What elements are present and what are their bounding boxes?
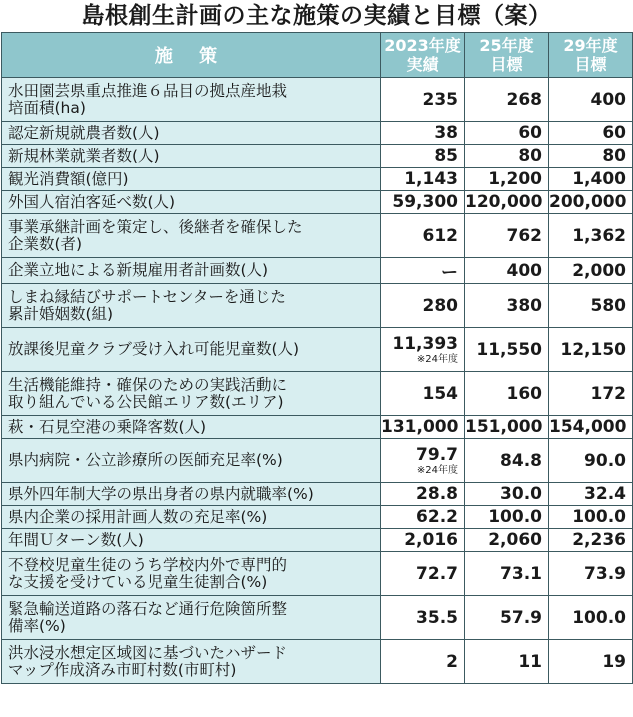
table-row [2, 328, 633, 372]
value-2023-actual-cell [381, 372, 465, 416]
policy-name: しまね縁結びサポートセンターを通じた 累計婚姻数(組) [2, 284, 381, 328]
table-row [2, 483, 633, 506]
value-29-target-cell [549, 416, 633, 439]
value-29-target: 60 [602, 123, 626, 143]
header-policy: 施 策 [2, 33, 381, 78]
value-25-target-cell [465, 145, 549, 168]
value-29-target-cell [549, 328, 633, 372]
value-25-target: 380 [506, 295, 542, 316]
table-row [2, 145, 633, 168]
value-2023-actual: 59,300 [392, 192, 458, 212]
value-29-target-cell [549, 596, 633, 640]
value-29-target: 400 [590, 89, 626, 110]
value-29-target-cell [549, 214, 633, 258]
value-29-target-cell [549, 122, 633, 145]
value-29-target: 19 [602, 651, 626, 672]
value-2023-actual-cell [381, 483, 465, 506]
value-2023-actual: 235 [422, 89, 458, 110]
policy-name: 外国人宿泊客延べ数(人) [2, 191, 381, 214]
policy-name: 不登校児童生徒のうち学校内外で専門的 な支援を受けている児童生徒割合(%) [2, 552, 381, 596]
value-2023-actual: 2 [446, 651, 458, 672]
value-29-target: 2,000 [572, 260, 626, 281]
value-2023-actual: 79.7 [416, 445, 458, 465]
value-25-target: 60 [518, 123, 542, 143]
value-29-target: 2,236 [572, 530, 626, 550]
value-2023-actual-cell [381, 596, 465, 640]
value-2023-actual: 72.7 [416, 563, 458, 584]
value-29-target: 580 [590, 295, 626, 316]
value-25-target: 100.0 [488, 507, 542, 527]
value-2023-actual: 131,000 [381, 417, 459, 437]
value-2023-actual: 2,016 [404, 530, 458, 550]
value-2023-actual: 154 [422, 383, 458, 404]
value-25-target: 84.8 [500, 450, 542, 471]
policy-name: 緊急輸送道路の落石など通行危険箇所整 備率(%) [2, 596, 381, 640]
value-29-target-cell [549, 640, 633, 684]
table-row [2, 529, 633, 552]
policy-name: 認定新規就農者数(人) [2, 122, 381, 145]
value-2023-actual-cell [381, 328, 465, 372]
table-header [2, 33, 633, 78]
value-25-target: 151,000 [465, 417, 543, 437]
value-25-target-cell [465, 122, 549, 145]
table-row [2, 506, 633, 529]
table-row [2, 258, 633, 284]
value-2023-actual-cell [381, 168, 465, 191]
value-29-target: 1,362 [572, 225, 626, 246]
table-row [2, 439, 633, 483]
value-2023-actual-cell [381, 506, 465, 529]
table-row [2, 214, 633, 258]
value-25-target-cell [465, 191, 549, 214]
value-29-target: 172 [590, 383, 626, 404]
value-25-target: 268 [506, 89, 542, 110]
value-25-target-cell [465, 416, 549, 439]
policy-name: 企業立地による新規雇用者計画数(人) [2, 258, 381, 284]
value-29-target: 32.4 [584, 484, 626, 504]
value-25-target: 1,200 [488, 169, 542, 189]
value-2023-actual: 62.2 [416, 507, 458, 527]
value-29-target-cell [549, 439, 633, 483]
value-29-target-cell [549, 191, 633, 214]
table-row [2, 284, 633, 328]
policy-name: 県外四年制大学の県出身者の県内就職率(%) [2, 483, 381, 506]
value-25-target-cell [465, 529, 549, 552]
policy-name: 年間Ｕターン数(人) [2, 529, 381, 552]
value-2023-actual-cell [381, 529, 465, 552]
value-2023-actual: 612 [422, 225, 458, 246]
value-2023-actual-cell [381, 214, 465, 258]
value-25-target-cell [465, 258, 549, 284]
table-row [2, 416, 633, 439]
value-25-target-cell [465, 168, 549, 191]
value-29-target-cell [549, 506, 633, 529]
value-25-target-cell [465, 372, 549, 416]
value-2023-actual-cell [381, 78, 465, 122]
value-29-target: 200,000 [549, 192, 627, 212]
value-2023-actual: 35.5 [416, 607, 458, 628]
value-2023-actual-cell [381, 416, 465, 439]
value-2023-actual-cell [381, 439, 465, 483]
table-row [2, 78, 633, 122]
document-title: 島根創生計画の主な施策の実績と目標（案） [81, 3, 552, 29]
table-row [2, 122, 633, 145]
header-25-target: 25年度 目標 [465, 33, 549, 78]
value-25-target: 762 [506, 225, 542, 246]
value-29-target-cell [549, 258, 633, 284]
policy-name: 事業承継計画を策定し、後継者を確保した 企業数(者) [2, 214, 381, 258]
value-2023-actual-cell [381, 122, 465, 145]
table-row [2, 552, 633, 596]
value-29-target: 100.0 [572, 607, 626, 628]
value-2023-actual: 280 [422, 295, 458, 316]
value-25-target-cell [465, 640, 549, 684]
value-25-target: 2,060 [488, 530, 542, 550]
value-25-target: 11,550 [476, 339, 542, 360]
value-25-target-cell [465, 552, 549, 596]
value-2023-actual-cell [381, 191, 465, 214]
value-25-target: 160 [506, 383, 542, 404]
policy-name: 新規林業就業者数(人) [2, 145, 381, 168]
header-row [2, 33, 633, 78]
value-25-target: 73.1 [500, 563, 542, 584]
value-29-target: 154,000 [549, 417, 627, 437]
value-2023-actual-cell [381, 145, 465, 168]
value-25-target: 11 [518, 651, 542, 672]
table-row [2, 372, 633, 416]
value-29-target: 90.0 [584, 450, 626, 471]
value-2023-actual: 11,393 [392, 334, 458, 354]
value-25-target: 30.0 [500, 484, 542, 504]
value-25-target: 57.9 [500, 607, 542, 628]
footnote-fiscal-year: ※24年度 [416, 354, 458, 365]
value-2023-actual: 1,143 [404, 169, 458, 189]
policy-name: 水田園芸県重点推進６品目の拠点産地栽 培面積(ha) [2, 78, 381, 122]
value-25-target-cell [465, 439, 549, 483]
value-2023-actual-cell [381, 258, 465, 284]
value-2023-actual-cell [381, 552, 465, 596]
value-29-target-cell [549, 483, 633, 506]
value-29-target-cell [549, 529, 633, 552]
header-29-target: 29年度 目標 [549, 33, 633, 78]
value-29-target: 73.9 [584, 563, 626, 584]
value-25-target-cell [465, 78, 549, 122]
table-row [2, 596, 633, 640]
policy-name: 生活機能維持・確保のための実践活動に 取り組んでいる公民館エリア数(エリア) [2, 372, 381, 416]
value-2023-actual-cell [381, 640, 465, 684]
table-row [2, 640, 633, 684]
value-2023-actual: ー [441, 263, 458, 283]
header-2023-actual: 2023年度 実績 [381, 33, 465, 78]
value-25-target-cell [465, 328, 549, 372]
value-2023-actual-cell [381, 284, 465, 328]
table-row [2, 168, 633, 191]
value-25-target-cell [465, 506, 549, 529]
policy-name: 洪水浸水想定区域図に基づいたハザード マップ作成済み市町村数(市町村) [2, 640, 381, 684]
value-29-target-cell [549, 552, 633, 596]
value-25-target-cell [465, 483, 549, 506]
value-25-target: 400 [506, 260, 542, 281]
footnote-fiscal-year: ※24年度 [416, 465, 458, 476]
value-29-target: 100.0 [572, 507, 626, 527]
value-29-target: 12,150 [560, 339, 626, 360]
value-29-target-cell [549, 145, 633, 168]
policy-name: 放課後児童クラブ受け入れ可能児童数(人) [2, 328, 381, 372]
policy-name: 観光消費額(億円) [2, 168, 381, 191]
value-29-target-cell [549, 372, 633, 416]
value-25-target-cell [465, 596, 549, 640]
value-25-target-cell [465, 214, 549, 258]
value-25-target: 80 [518, 146, 542, 166]
policy-name: 県内企業の採用計画人数の充足率(%) [2, 506, 381, 529]
value-2023-actual: 28.8 [416, 484, 458, 504]
policy-table [1, 32, 633, 684]
policy-name: 萩・石見空港の乗降客数(人) [2, 416, 381, 439]
value-29-target: 80 [602, 146, 626, 166]
value-25-target: 120,000 [465, 192, 543, 212]
value-29-target-cell [549, 168, 633, 191]
table-row [2, 191, 633, 214]
value-29-target: 1,400 [572, 169, 626, 189]
value-2023-actual: 85 [434, 146, 458, 166]
value-29-target-cell [549, 284, 633, 328]
table-body [2, 78, 633, 684]
value-2023-actual: 38 [434, 123, 458, 143]
policy-name: 県内病院・公立診療所の医師充足率(%) [2, 439, 381, 483]
value-29-target-cell [549, 78, 633, 122]
value-25-target-cell [465, 284, 549, 328]
